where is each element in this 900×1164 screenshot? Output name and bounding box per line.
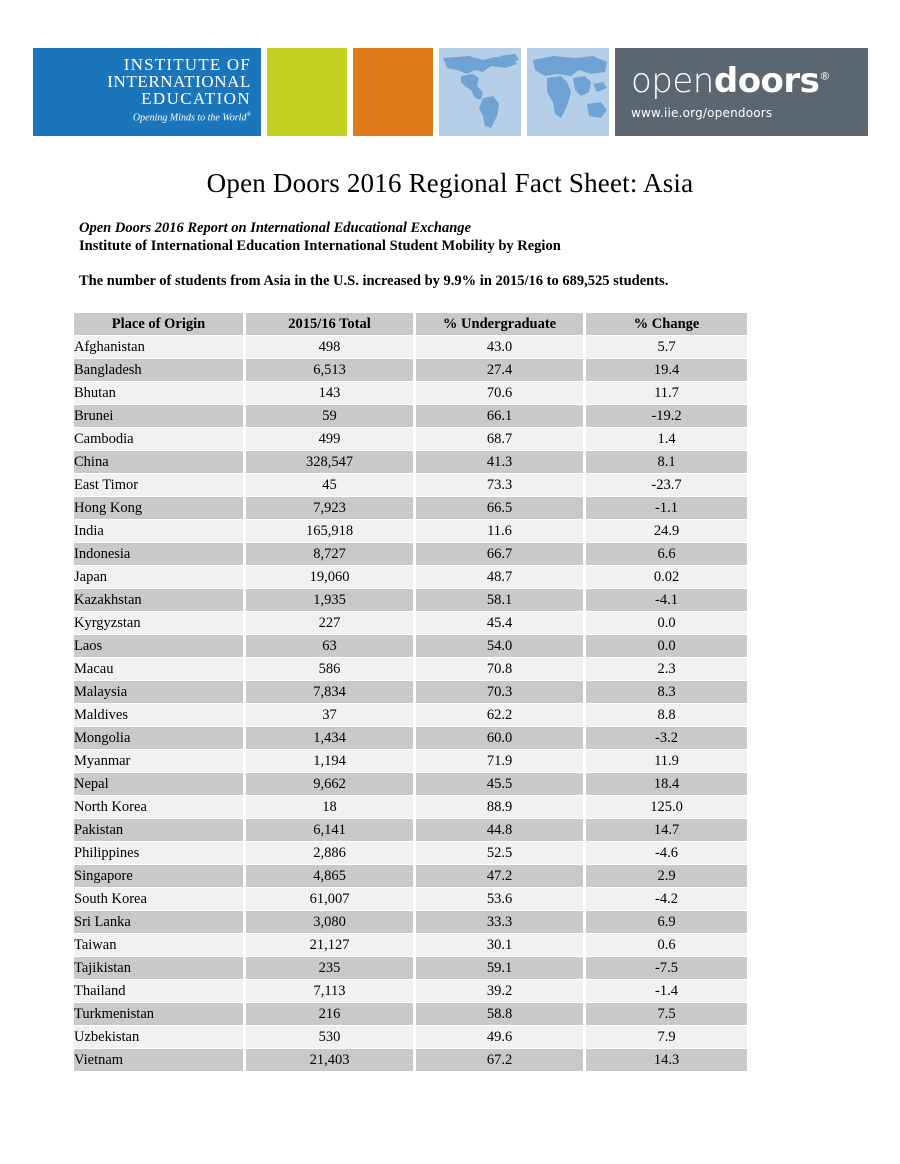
student-mobility-table <box>71 312 750 1072</box>
cell-total: 2,886 <box>246 842 413 864</box>
cell-undergraduate: 30.1 <box>416 934 583 956</box>
cell-total: 21,403 <box>246 1049 413 1071</box>
table-row <box>74 612 747 634</box>
table-header-row <box>74 313 747 335</box>
cell-place-of-origin: Mongolia <box>74 727 243 749</box>
cell-change: 6.9 <box>586 911 747 933</box>
cell-undergraduate: 27.4 <box>416 359 583 381</box>
cell-change: 14.3 <box>586 1049 747 1071</box>
cell-total: 1,434 <box>246 727 413 749</box>
cell-undergraduate: 45.4 <box>416 612 583 634</box>
cell-undergraduate: 66.7 <box>416 543 583 565</box>
iie-logo-line-1: INSTITUTE OF <box>123 55 251 75</box>
cell-change: -4.1 <box>586 589 747 611</box>
cell-undergraduate: 66.1 <box>416 405 583 427</box>
table-row <box>74 865 747 887</box>
cell-total: 7,834 <box>246 681 413 703</box>
cell-undergraduate: 71.9 <box>416 750 583 772</box>
cell-change: 1.4 <box>586 428 747 450</box>
cell-total: 227 <box>246 612 413 634</box>
cell-place-of-origin: Maldives <box>74 704 243 726</box>
opendoors-open-text: open <box>631 61 714 101</box>
cell-change: 2.3 <box>586 658 747 680</box>
cell-change: 0.0 <box>586 612 747 634</box>
header-banner <box>33 48 868 136</box>
orange-swatch <box>353 48 433 136</box>
cell-place-of-origin: Bhutan <box>74 382 243 404</box>
cell-undergraduate: 41.3 <box>416 451 583 473</box>
cell-total: 4,865 <box>246 865 413 887</box>
cell-total: 143 <box>246 382 413 404</box>
cell-total: 18 <box>246 796 413 818</box>
table-row <box>74 405 747 427</box>
table-row <box>74 1049 747 1071</box>
registered-mark-icon: ® <box>819 69 830 83</box>
cell-place-of-origin: East Timor <box>74 474 243 496</box>
cell-change: -4.2 <box>586 888 747 910</box>
cell-change: 8.3 <box>586 681 747 703</box>
cell-undergraduate: 49.6 <box>416 1026 583 1048</box>
summary-statement: The number of students from Asia in the U.S. increased by 9.9% in 2015/16 to 689,525 students. <box>79 273 669 289</box>
green-swatch <box>267 48 347 136</box>
subtitle-report-name: Open Doors 2016 Report on International Educational Exchange <box>79 220 471 236</box>
cell-change: -23.7 <box>586 474 747 496</box>
table-row <box>74 543 747 565</box>
cell-change: -3.2 <box>586 727 747 749</box>
iie-logo-line-3: EDUCATION <box>141 89 251 109</box>
iie-logo-tagline <box>33 112 261 123</box>
cell-change: 5.7 <box>586 336 747 358</box>
cell-change: 0.6 <box>586 934 747 956</box>
cell-place-of-origin: Philippines <box>74 842 243 864</box>
cell-total: 235 <box>246 957 413 979</box>
cell-change: -1.1 <box>586 497 747 519</box>
cell-undergraduate: 60.0 <box>416 727 583 749</box>
cell-undergraduate: 66.5 <box>416 497 583 519</box>
cell-change: 125.0 <box>586 796 747 818</box>
table-row <box>74 658 747 680</box>
americas-map-tile <box>439 48 521 136</box>
cell-undergraduate: 39.2 <box>416 980 583 1002</box>
cell-place-of-origin: Singapore <box>74 865 243 887</box>
cell-total: 19,060 <box>246 566 413 588</box>
cell-place-of-origin: Kyrgyzstan <box>74 612 243 634</box>
cell-total: 59 <box>246 405 413 427</box>
cell-undergraduate: 67.2 <box>416 1049 583 1071</box>
table-row <box>74 819 747 841</box>
cell-undergraduate: 44.8 <box>416 819 583 841</box>
table-row <box>74 773 747 795</box>
cell-place-of-origin: Sri Lanka <box>74 911 243 933</box>
cell-undergraduate: 52.5 <box>416 842 583 864</box>
column-header-place-of-origin: Place of Origin <box>74 313 243 335</box>
cell-total: 328,547 <box>246 451 413 473</box>
table-row <box>74 589 747 611</box>
table-row <box>74 635 747 657</box>
table-row <box>74 750 747 772</box>
cell-change: -7.5 <box>586 957 747 979</box>
cell-change: 18.4 <box>586 773 747 795</box>
cell-change: 14.7 <box>586 819 747 841</box>
cell-place-of-origin: North Korea <box>74 796 243 818</box>
cell-undergraduate: 58.8 <box>416 1003 583 1025</box>
cell-undergraduate: 70.3 <box>416 681 583 703</box>
cell-change: 11.7 <box>586 382 747 404</box>
cell-change: 8.1 <box>586 451 747 473</box>
column-header-undergraduate: % Undergraduate <box>416 313 583 335</box>
cell-undergraduate: 11.6 <box>416 520 583 542</box>
cell-total: 7,923 <box>246 497 413 519</box>
cell-total: 9,662 <box>246 773 413 795</box>
cell-total: 21,127 <box>246 934 413 956</box>
table-row <box>74 566 747 588</box>
cell-place-of-origin: Afghanistan <box>74 336 243 358</box>
cell-undergraduate: 43.0 <box>416 336 583 358</box>
cell-change: 0.02 <box>586 566 747 588</box>
cell-change: 0.0 <box>586 635 747 657</box>
cell-total: 3,080 <box>246 911 413 933</box>
cell-undergraduate: 59.1 <box>416 957 583 979</box>
cell-total: 586 <box>246 658 413 680</box>
cell-place-of-origin: Pakistan <box>74 819 243 841</box>
iie-logo <box>33 48 261 136</box>
cell-change: -19.2 <box>586 405 747 427</box>
cell-undergraduate: 47.2 <box>416 865 583 887</box>
table-row <box>74 727 747 749</box>
cell-undergraduate: 73.3 <box>416 474 583 496</box>
cell-place-of-origin: Indonesia <box>74 543 243 565</box>
cell-place-of-origin: Turkmenistan <box>74 1003 243 1025</box>
table-row <box>74 1026 747 1048</box>
cell-change: 11.9 <box>586 750 747 772</box>
cell-total: 6,513 <box>246 359 413 381</box>
cell-change: -1.4 <box>586 980 747 1002</box>
cell-total: 498 <box>246 336 413 358</box>
table-row <box>74 888 747 910</box>
table-row <box>74 980 747 1002</box>
cell-total: 63 <box>246 635 413 657</box>
table-row <box>74 911 747 933</box>
cell-place-of-origin: Vietnam <box>74 1049 243 1071</box>
cell-place-of-origin: Japan <box>74 566 243 588</box>
cell-change: 6.6 <box>586 543 747 565</box>
data-table-container <box>71 312 741 1072</box>
cell-place-of-origin: Thailand <box>74 980 243 1002</box>
cell-change: 19.4 <box>586 359 747 381</box>
cell-undergraduate: 88.9 <box>416 796 583 818</box>
cell-place-of-origin: South Korea <box>74 888 243 910</box>
cell-undergraduate: 62.2 <box>416 704 583 726</box>
cell-place-of-origin: Taiwan <box>74 934 243 956</box>
table-row <box>74 957 747 979</box>
cell-total: 1,935 <box>246 589 413 611</box>
cell-place-of-origin: Bangladesh <box>74 359 243 381</box>
subtitle-block <box>79 219 839 255</box>
cell-place-of-origin: Nepal <box>74 773 243 795</box>
table-header <box>74 313 747 335</box>
cell-place-of-origin: Malaysia <box>74 681 243 703</box>
table-row <box>74 842 747 864</box>
table-row <box>74 428 747 450</box>
table-row <box>74 497 747 519</box>
cell-place-of-origin: Uzbekistan <box>74 1026 243 1048</box>
cell-total: 530 <box>246 1026 413 1048</box>
cell-total: 7,113 <box>246 980 413 1002</box>
table-row <box>74 520 747 542</box>
iie-tagline-text: Opening Minds to the World <box>132 112 247 124</box>
table-row <box>74 681 747 703</box>
cell-undergraduate: 70.8 <box>416 658 583 680</box>
cell-total: 1,194 <box>246 750 413 772</box>
table-row <box>74 451 747 473</box>
cell-place-of-origin: Myanmar <box>74 750 243 772</box>
cell-place-of-origin: Brunei <box>74 405 243 427</box>
table-row <box>74 382 747 404</box>
cell-undergraduate: 45.5 <box>416 773 583 795</box>
table-row <box>74 796 747 818</box>
table-row <box>74 474 747 496</box>
registered-mark-icon: ® <box>246 112 251 119</box>
cell-undergraduate: 48.7 <box>416 566 583 588</box>
column-header-total: 2015/16 Total <box>246 313 413 335</box>
cell-change: 7.9 <box>586 1026 747 1048</box>
table-row <box>74 704 747 726</box>
cell-undergraduate: 58.1 <box>416 589 583 611</box>
cell-place-of-origin: Kazakhstan <box>74 589 243 611</box>
cell-undergraduate: 70.6 <box>416 382 583 404</box>
asia-africa-map-tile <box>527 48 609 136</box>
cell-place-of-origin: Macau <box>74 658 243 680</box>
cell-total: 8,727 <box>246 543 413 565</box>
cell-place-of-origin: Tajikistan <box>74 957 243 979</box>
table-row <box>74 934 747 956</box>
subtitle-publisher: Institute of International Education International Student Mobility by Region <box>79 238 561 255</box>
opendoors-wordmark <box>631 61 830 101</box>
cell-place-of-origin: India <box>74 520 243 542</box>
cell-place-of-origin: Cambodia <box>74 428 243 450</box>
cell-change: 24.9 <box>586 520 747 542</box>
cell-change: 7.5 <box>586 1003 747 1025</box>
cell-undergraduate: 68.7 <box>416 428 583 450</box>
table-body <box>74 336 747 1071</box>
cell-place-of-origin: China <box>74 451 243 473</box>
opendoors-logo <box>615 48 868 136</box>
table-row <box>74 359 747 381</box>
cell-total: 45 <box>246 474 413 496</box>
cell-change: 8.8 <box>586 704 747 726</box>
opendoors-doors-text: doors <box>713 61 820 101</box>
table-row <box>74 336 747 358</box>
iie-logo-line-2: INTERNATIONAL <box>107 72 251 92</box>
cell-total: 6,141 <box>246 819 413 841</box>
column-header-change: % Change <box>586 313 747 335</box>
opendoors-url: www.iie.org/opendoors <box>631 106 773 120</box>
cell-change: -4.6 <box>586 842 747 864</box>
cell-total: 37 <box>246 704 413 726</box>
cell-undergraduate: 54.0 <box>416 635 583 657</box>
cell-total: 216 <box>246 1003 413 1025</box>
cell-total: 165,918 <box>246 520 413 542</box>
cell-total: 499 <box>246 428 413 450</box>
page-title: Open Doors 2016 Regional Fact Sheet: Asia <box>206 168 694 198</box>
cell-change: 2.9 <box>586 865 747 887</box>
cell-total: 61,007 <box>246 888 413 910</box>
cell-place-of-origin: Laos <box>74 635 243 657</box>
cell-undergraduate: 33.3 <box>416 911 583 933</box>
table-row <box>74 1003 747 1025</box>
cell-undergraduate: 53.6 <box>416 888 583 910</box>
cell-place-of-origin: Hong Kong <box>74 497 243 519</box>
